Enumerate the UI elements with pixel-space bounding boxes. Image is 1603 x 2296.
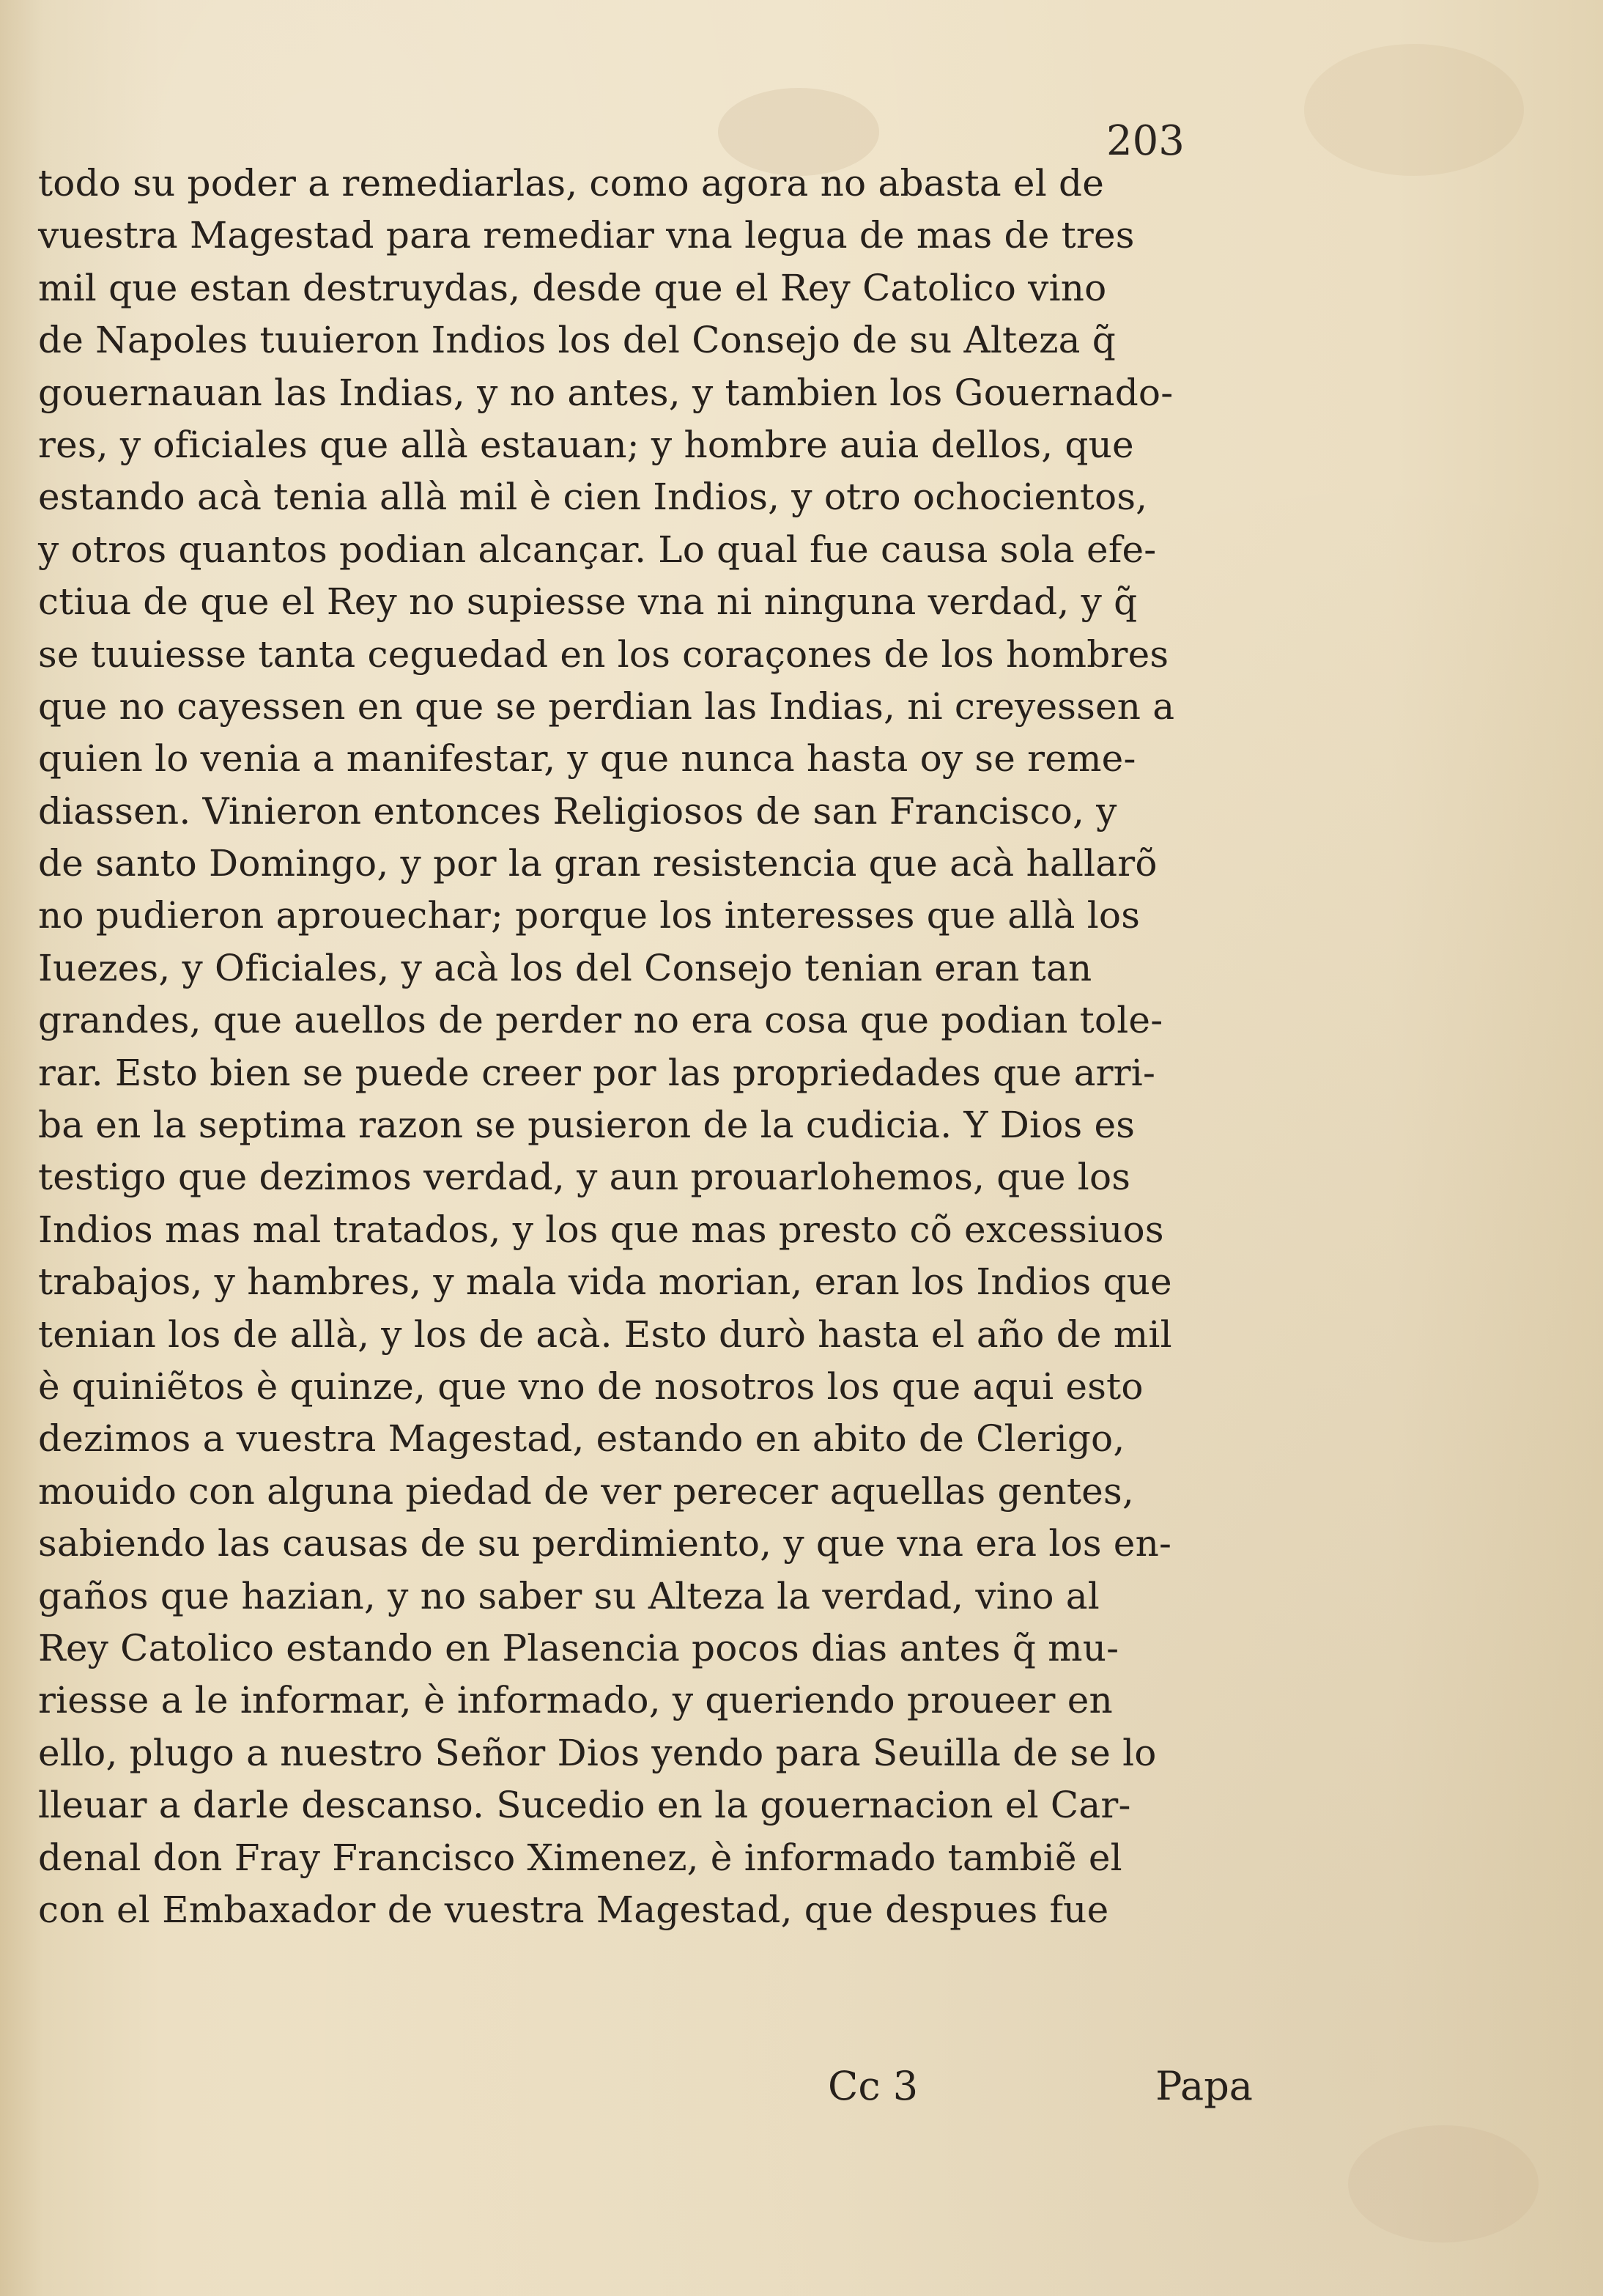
text-line: mouido con alguna piedad de ver perecer aquellas gentes, <box>38 1469 1134 1513</box>
text-line: estando acà tenia allà mil è cien Indios, y otro ochocientos, <box>38 476 1148 519</box>
text-line: grandes, que auellos de perder no era cosa que podian tole- <box>38 999 1163 1042</box>
text-line: se tuuiesse tanta ceguedad en los coraçones de los hombres <box>38 632 1169 676</box>
page-footer <box>828 2063 1253 2122</box>
text-line: tenian los de allà, y los de acà. Esto durò hasta el año de mil <box>38 1313 1172 1356</box>
text-line: todo su poder a remediarlas, como agora no abasta el de <box>38 162 1104 204</box>
text-line: ctiua de que el Rey no supiesse vna ni ninguna verdad, y q̃ <box>38 580 1138 624</box>
text-line: è quiniẽtos è quinze, que vno de nosotros los que aqui esto <box>38 1365 1144 1408</box>
page-stain <box>1304 44 1524 176</box>
printer-signature: Cc 3 <box>828 2063 919 2109</box>
text-line: ba en la septima razon se pusieron de la cudicia. Y Dios es <box>38 1104 1136 1147</box>
text-line: sabiendo las causas de su perdimiento, y que vna era los en- <box>38 1522 1172 1565</box>
text-line: trabajos, y hambres, y mala vida morian, eran los Indios que <box>38 1260 1172 1304</box>
text-line: denal don Fray Francisco Ximenez, è informado tambiẽ el <box>38 1836 1122 1879</box>
text-line: Rey Catolico estando en Plasencia pocos dias antes q̃ mu- <box>38 1626 1119 1669</box>
text-line: que no cayessen en que se perdian las Indias, ni creyessen a <box>38 684 1175 728</box>
text-line: no pudieron aprouechar; porque los interesses que allà los <box>38 894 1141 937</box>
text-line: ello, plugo a nuestro Señor Dios yendo para Seuilla de se lo <box>38 1731 1157 1774</box>
text-line: con el Embaxador de vuestra Magestad, que despues fue <box>38 1888 1109 1931</box>
text-line: y otros quantos podian alcançar. Lo qual fue causa sola efe- <box>38 528 1157 571</box>
text-line: gouernauan las Indias, y no antes, y tambien los Gouernado- <box>38 371 1174 414</box>
text-line: rar. Esto bien se puede creer por las propriedades que arri- <box>38 1051 1156 1094</box>
text-line: testigo que dezimos verdad, y aun prouarlohemos, que los <box>38 1156 1131 1199</box>
text-line: de santo Domingo, y por la gran resistencia que acà hallarõ <box>38 842 1158 885</box>
text-line: gaños que hazian, y no saber su Alteza la verdad, vino al <box>38 1574 1100 1617</box>
text-line: mil que estan destruydas, desde que el Rey Catolico vino <box>38 266 1107 309</box>
text-line: res, y oficiales que allà estauan; y hombre auia dellos, que <box>38 423 1134 466</box>
text-line: lleuar a darle descanso. Sucedio en la gouernacion el Car- <box>38 1784 1131 1827</box>
body-text <box>38 158 1247 1936</box>
page-stain <box>1348 2125 1539 2243</box>
text-line: Iuezes, y Oficiales, y acà los del Consejo tenian eran tan <box>38 946 1092 989</box>
text-line: riesse a le informar, è informado, y queriendo proueer en <box>38 1679 1113 1722</box>
text-line: de Napoles tuuieron Indios los del Consejo de su Alteza q̃ <box>38 319 1116 362</box>
catchword: Papa <box>1155 2063 1253 2109</box>
page-number: 203 <box>1106 117 1185 165</box>
text-line: quien lo venia a manifestar, y que nunca hasta oy se reme- <box>38 737 1136 780</box>
text-line: vuestra Magestad para remediar vna legua de mas de tres <box>38 214 1135 257</box>
text-line: dezimos a vuestra Magestad, estando en abito de Clerigo, <box>38 1417 1125 1461</box>
text-line: diassen. Vinieron entonces Religiosos de san Francisco, y <box>38 789 1117 833</box>
text-line: Indios mas mal tratados, y los que mas presto cõ excessiuos <box>38 1208 1164 1251</box>
